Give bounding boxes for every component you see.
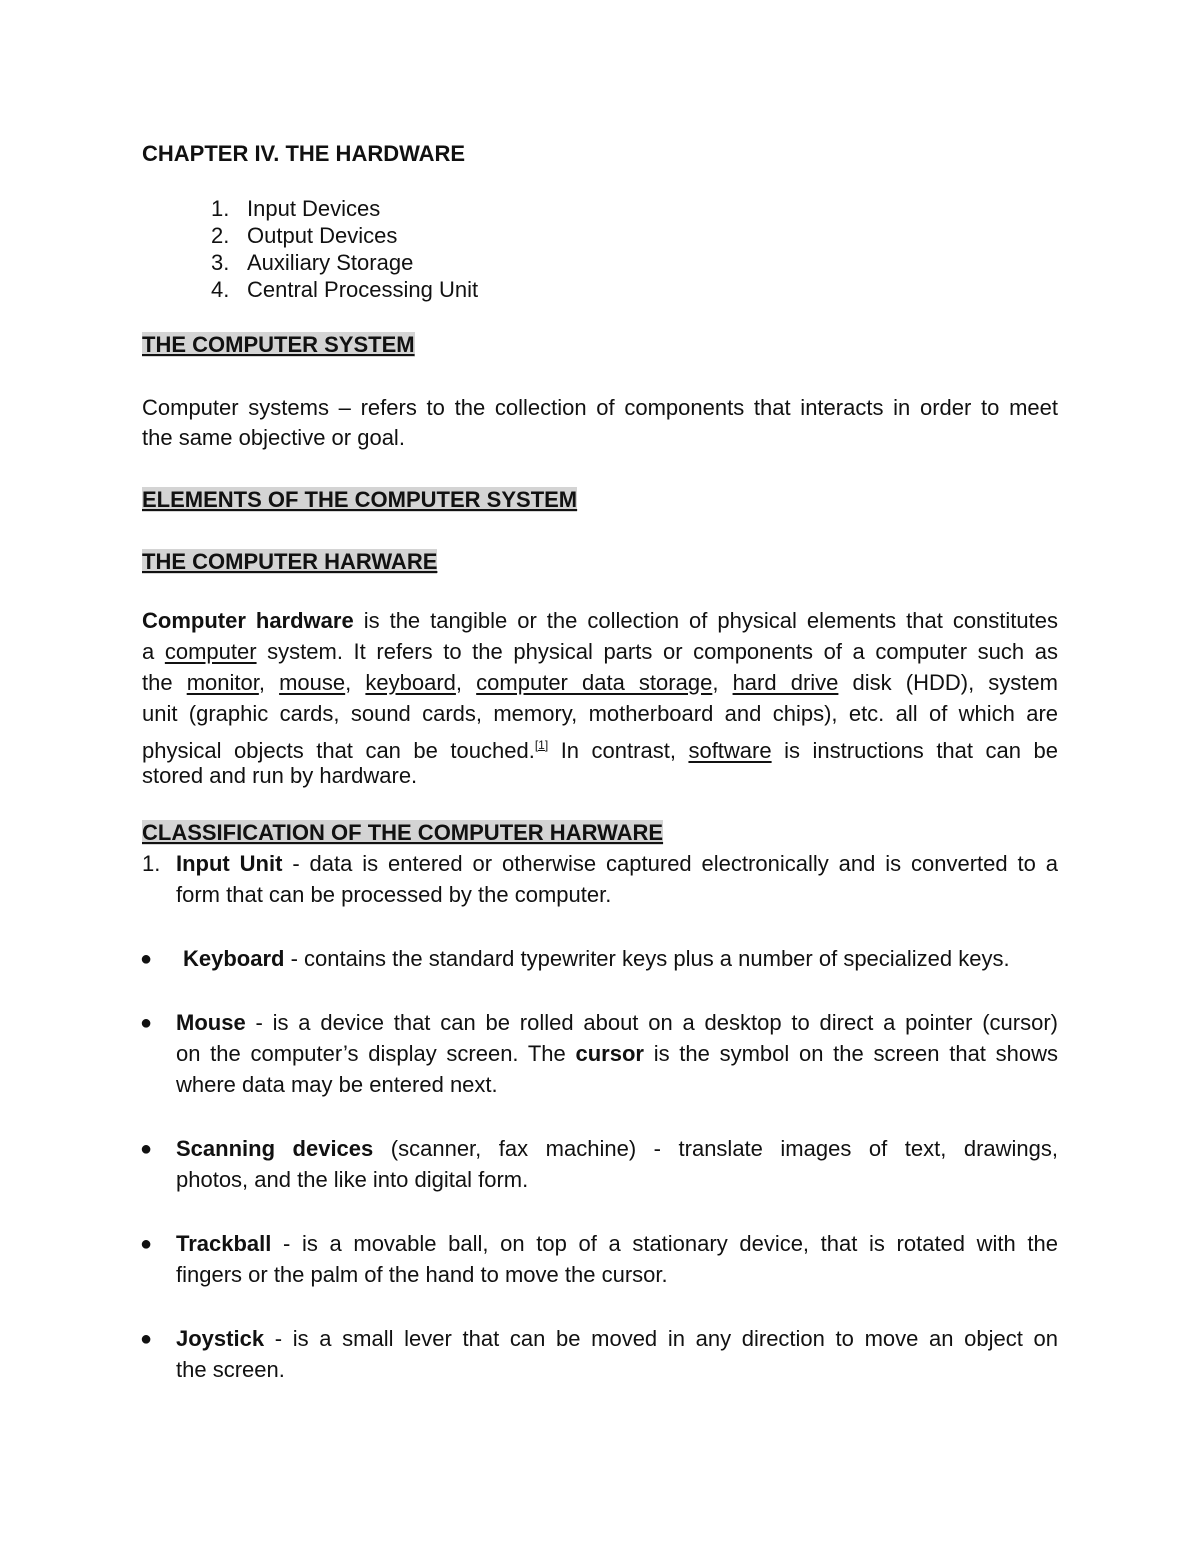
joystick-line-2: the screen. (176, 1357, 285, 1382)
joystick-term: Joystick (176, 1326, 265, 1351)
toc-number: 3. (211, 250, 230, 275)
bullet-icon: ● (140, 1012, 153, 1034)
scanning-term: Scanning devices (176, 1136, 374, 1161)
toc-number: 2. (211, 223, 230, 248)
trackball-term: Trackball (176, 1231, 272, 1256)
keyboard-line-1: Keyboard - contains the standard typewriter keys plus a number of specialized keys. (183, 946, 1010, 971)
computer-systems-definition-line2: the same objective or goal. (142, 425, 405, 450)
joystick-line-1: Joystick - is a small lever that can be moved in any direction to move an object on (176, 1326, 1058, 1351)
mouse-line-1: Mouse - is a device that can be rolled about on a desktop to direct a pointer (cursor) (176, 1010, 1058, 1035)
section-heading-classification: CLASSIFICATION OF THE COMPUTER HARWARE (142, 820, 664, 845)
bullet-icon: ● (140, 1328, 153, 1350)
trackball-line-2: fingers or the palm of the hand to move the cursor. (176, 1262, 668, 1287)
keyboard-term: Keyboard (183, 946, 285, 971)
input-unit-line-2: form that can be processed by the computer. (176, 882, 612, 907)
hardware-line-1: Computer hardware is the tangible or the collection of physical elements that constitutes (142, 608, 1058, 633)
scanning-line-1: Scanning devices (scanner, fax machine) - translate images of text, drawings, (176, 1136, 1058, 1161)
footnote-reference[interactable]: [1] (534, 738, 549, 752)
link-computer[interactable]: computer (164, 639, 257, 664)
bullet-icon: ● (140, 1233, 153, 1255)
trackball-line-1: Trackball - is a movable ball, on top of a stationary device, that is rotated with the (176, 1231, 1058, 1256)
hardware-line-2: a computer system. It refers to the physical parts or components of a computer such as (142, 639, 1058, 664)
mouse-term: Mouse (176, 1010, 246, 1035)
hardware-line-3: the monitor, mouse, keyboard, computer data storage, hard drive disk (HDD), system (142, 670, 1058, 695)
toc-item-cpu: Central Processing Unit (247, 277, 479, 302)
input-unit-number: 1. (142, 851, 161, 876)
bullet-icon: ● (140, 1138, 153, 1160)
section-heading-hardware: THE COMPUTER HARWARE (142, 549, 438, 574)
hardware-line-5: physical objects that can be touched.[1] In contrast, software is instructions that can be (142, 738, 1058, 763)
input-unit-term: Input Unit (176, 851, 283, 876)
link-hard-drive[interactable]: hard drive (732, 670, 839, 695)
section-heading-elements: ELEMENTS OF THE COMPUTER SYSTEM (142, 487, 578, 512)
mouse-line-3: where data may be entered next. (176, 1072, 498, 1097)
toc-number: 1. (211, 196, 230, 221)
hardware-term: Computer hardware (142, 608, 354, 633)
toc-item-output-devices: Output Devices (247, 223, 398, 248)
toc-number: 4. (211, 277, 230, 302)
computer-systems-definition-line1: Computer systems – refers to the collection of components that interacts in order to meet (142, 395, 1058, 420)
link-computer-data-storage[interactable]: computer data storage (476, 670, 713, 695)
cursor-term: cursor (575, 1041, 644, 1066)
toc-item-auxiliary-storage: Auxiliary Storage (247, 250, 414, 275)
scanning-line-2: photos, and the like into digital form. (176, 1167, 529, 1192)
hardware-line-6: stored and run by hardware. (142, 763, 418, 788)
link-monitor[interactable]: monitor (186, 670, 259, 695)
toc-item-input-devices: Input Devices (247, 196, 381, 221)
bullet-icon: ● (140, 948, 153, 970)
chapter-title: CHAPTER IV. THE HARDWARE (142, 141, 466, 166)
hardware-line-4: unit (graphic cards, sound cards, memory, motherboard and chips), etc. all of which are (142, 701, 1058, 726)
section-heading-computer-system: THE COMPUTER SYSTEM (142, 332, 415, 357)
mouse-line-2: on the computer’s display screen. The cursor is the symbol on the screen that shows (176, 1041, 1058, 1066)
link-keyboard[interactable]: keyboard (365, 670, 456, 695)
link-software[interactable]: software (688, 738, 772, 763)
link-mouse[interactable]: mouse (279, 670, 346, 695)
input-unit-line-1: Input Unit - data is entered or otherwise captured electronically and is converted to a (176, 851, 1058, 876)
